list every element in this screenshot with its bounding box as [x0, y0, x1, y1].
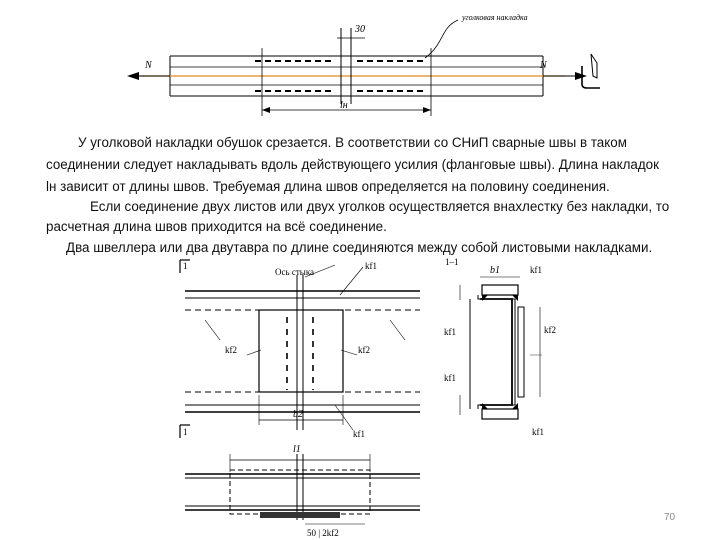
- paragraph-3-line-1: Два швеллера или два двутавра по длине соединяются между собой листовыми накладками.: [66, 240, 653, 255]
- weld-label-bottom: kf1: [353, 429, 365, 439]
- weld-label-top: kf1: [365, 261, 377, 271]
- dimension-b2: b2: [293, 409, 303, 420]
- section-title: 1–1: [445, 257, 459, 267]
- force-label-left: N: [145, 60, 152, 71]
- force-label-right: N: [540, 60, 547, 71]
- paragraph-2-line-2: расчетная длина швов приходится на всё соединение.: [46, 219, 387, 234]
- page-number: 70: [664, 512, 676, 523]
- weld-kf1-bottom-right: kf1: [532, 427, 544, 437]
- channel-splice-elevation-drawing: [175, 440, 435, 540]
- weld-kf2-right: kf2: [544, 325, 556, 335]
- section-mark-top: 1: [183, 261, 188, 271]
- dimension-overlay-length: lн: [340, 100, 348, 111]
- paragraph-2-line-1: Если соединение двух листов или двух уголков осуществляется внахлестку без накладки, то: [90, 199, 670, 214]
- weld-kf1-left-upper: kf1: [444, 327, 456, 337]
- weld-kf1-top-right: kf1: [530, 265, 542, 275]
- section-mark-bottom: 1: [183, 427, 188, 437]
- callout-angle-overlay: уголковая накладка: [462, 13, 528, 22]
- joint-axis-label: Ось стыка: [275, 267, 315, 277]
- channel-splice-plan-drawing: [175, 255, 425, 455]
- paragraph-1-line-2: соединении следует накладывать вдоль действующего усилия (фланговые швы). Длина накладок: [46, 157, 659, 172]
- paragraph-1-line-1: У уголковой накладки обушок срезается. В соответствии со СНиП сварные швы в таком: [78, 135, 627, 150]
- dimension-30: 30: [355, 24, 365, 35]
- angle-splice-drawing: [125, 8, 605, 120]
- dimension-weld-length: 50 | 2kf2: [307, 528, 339, 538]
- dimension-l1: l1: [293, 444, 301, 455]
- paragraph-1-line-3: lн зависит от длины швов. Требуемая длина швов определяется на половину соединения.: [46, 179, 610, 194]
- weld-kf1-left-lower: kf1: [444, 373, 456, 383]
- dimension-b1: b1: [490, 265, 500, 276]
- weld-label-right: kf2: [358, 345, 370, 355]
- weld-label-left: kf2: [225, 345, 237, 355]
- channel-section-drawing: [440, 255, 570, 445]
